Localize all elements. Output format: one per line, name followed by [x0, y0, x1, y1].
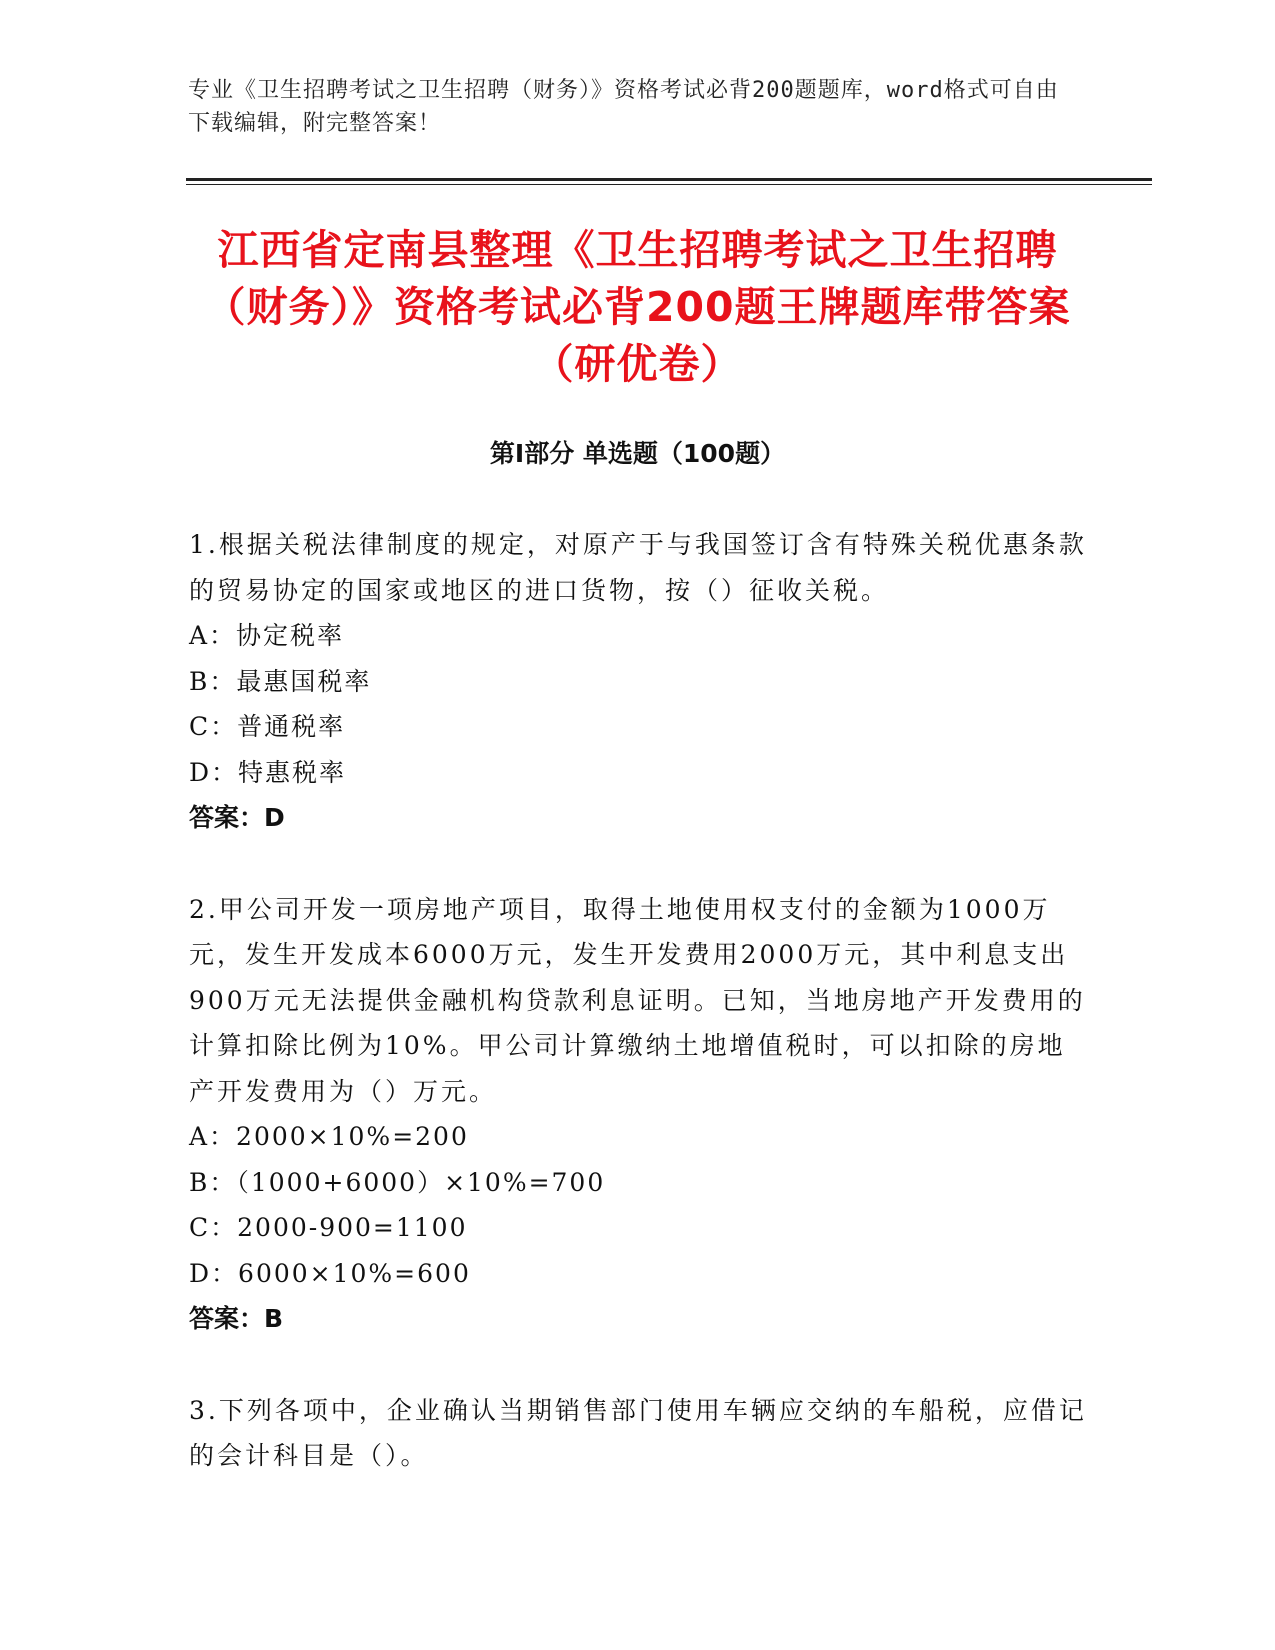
option-a: A：2000×10%=200: [189, 1122, 469, 1151]
option-b: B：最惠国税率: [189, 666, 372, 696]
header-rule-thin: [186, 184, 1152, 185]
question-list: [189, 522, 1089, 1525]
question-1: [189, 522, 1089, 841]
answer: 答案：D: [189, 803, 285, 832]
question-3: [189, 1388, 1089, 1479]
option-c: C：2000-900=1100: [189, 1213, 468, 1242]
option-d: D：特惠税率: [189, 757, 347, 787]
section-heading: 第Ⅰ部分 单选题（100题）: [489, 439, 786, 468]
answer: 答案：B: [189, 1304, 284, 1333]
header-rule-thick: [186, 178, 1152, 181]
header-note: 专业《卫生招聘考试之卫生招聘（财务）》资格考试必背200题题库，word格式可自由下载编辑，附完整答案！: [188, 78, 1059, 136]
option-b: B：（1000+6000）×10%=700: [189, 1167, 606, 1197]
option-d: D：6000×10%=600: [189, 1258, 471, 1288]
question-stem: 3.下列各项中，企业确认当期销售部门使用车辆应交纳的车船税，应借记的会计科目是（）。: [189, 1395, 1087, 1470]
question-2: [189, 887, 1089, 1342]
question-stem: 2.甲公司开发一项房地产项目，取得土地使用权支付的金额为1000万元，发生开发成本6000万元，发生开发费用2000万元，其中利息支出900万元无法提供金融机构贷款利息证明。已知，当地房地产开发费用的计算扣除比例为10%。甲公司计算缴纳土地增值税时，可以扣除的房地产开发费用为（）万元。: [189, 894, 1086, 1106]
question-stem: 1.根据关税法律制度的规定，对原产于与我国签订含有特殊关税优惠条款的贸易协定的国家或地区的进口货物，按（）征收关税。: [189, 530, 1087, 605]
option-c: C：普通税率: [189, 712, 346, 741]
document-title: 江西省定南县整理《卫生招聘考试之卫生招聘（财务）》资格考试必背200题王牌题库带答案（研优卷）: [204, 226, 1071, 388]
option-a: A：协定税率: [189, 621, 345, 650]
